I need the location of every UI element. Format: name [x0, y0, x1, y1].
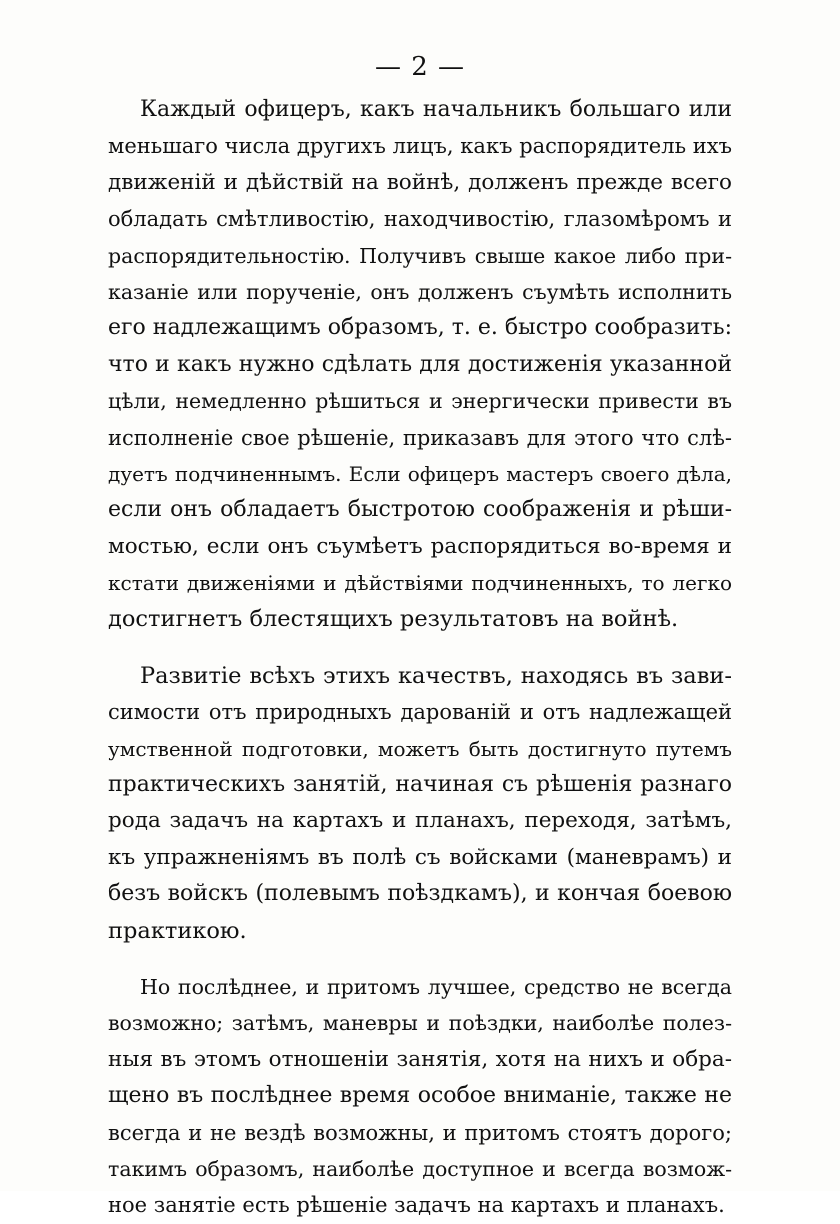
text-line: если онъ обладаетъ быстротою соображенія и рѣши- — [108, 497, 732, 523]
text-line: такимъ образомъ, наиболѣе доступное и всегда возмож- — [108, 1156, 732, 1181]
text-line: ное занятіе есть рѣшеніе задачъ на картахъ и планахъ. — [108, 1193, 725, 1218]
text-line: меньшаго числа другихъ лицъ, какъ распорядитель ихъ — [108, 134, 732, 159]
text-line: умственной подготовки, можетъ быть достигнуто путемъ — [108, 736, 732, 761]
paragraph-gap — [108, 638, 732, 658]
text-line: дуетъ подчиненнымъ. Если офицеръ мастеръ своего дѣла, — [108, 461, 732, 486]
body-text — [108, 92, 732, 1224]
text-line: Но послѣднее, и притомъ лучшее, средство не всегда — [140, 974, 732, 999]
text-line: распорядительностію. Получивъ свыше какое либо при- — [108, 243, 732, 268]
paragraph-gap — [108, 949, 732, 969]
text-line: къ упражненіямъ въ полѣ съ войсками (маневрамъ) и — [108, 844, 732, 870]
text-line: практическихъ занятій, начиная съ рѣшенія разнаго — [108, 772, 732, 798]
text-line: движеній и дѣйствій на войнѣ, долженъ прежде всего — [108, 169, 732, 195]
text-line: цѣли, немедленно рѣшиться и энергически привести въ — [108, 389, 732, 414]
page-number: — 2 — — [374, 52, 466, 82]
text-line: казаніе или порученіе, онъ долженъ съумѣть исполнить — [108, 279, 732, 304]
text-line: рода задачъ на картахъ и планахъ, переходя, затѣмъ, — [108, 808, 732, 834]
text-line: мостью, если онъ съумѣетъ распорядиться во-время и — [108, 533, 732, 559]
text-line: кстати движеніями и дѣйствіями подчиненныхъ, то легко — [108, 571, 732, 596]
text-line: ныя въ этомъ отношеніи занятія, хотя на нихъ и обра- — [108, 1046, 732, 1072]
text-line: возможно; затѣмъ, маневры и поѣздки, наиболѣе полез- — [108, 1011, 732, 1036]
paragraph — [108, 92, 732, 638]
text-line: его надлежащимъ образомъ, т. е. быстро сообразить: — [108, 315, 732, 341]
text-line: безъ войскъ (полевымъ поѣздкамъ), и кончая боевою — [108, 881, 732, 907]
text-line: всегда и не вездѣ возможны, и притомъ стоятъ дорого; — [108, 1120, 732, 1145]
text-line: Развитіе всѣхъ этихъ качествъ, находясь въ зави- — [140, 662, 732, 689]
text-line: исполненіе свое рѣшеніе, приказавъ для этого что слѣ- — [108, 425, 732, 450]
text-line: обладать смѣтливостію, находчивостію, глазомѣромъ и — [108, 207, 732, 232]
text-line: достигнетъ блестящихъ результатовъ на войнѣ. — [108, 606, 679, 633]
paragraph — [108, 658, 732, 949]
text-line: симости отъ природныхъ дарованій и отъ надлежащей — [108, 700, 732, 725]
paragraph — [108, 969, 732, 1224]
text-line: практикою. — [108, 917, 247, 944]
text-line: Каждый офицеръ, какъ начальникъ большаго или — [140, 97, 732, 122]
text-line: что и какъ нужно сдѣлать для достиженія указанной — [108, 351, 732, 377]
text-line: щено въ послѣднее время особое вниманіе, также не — [108, 1083, 732, 1109]
